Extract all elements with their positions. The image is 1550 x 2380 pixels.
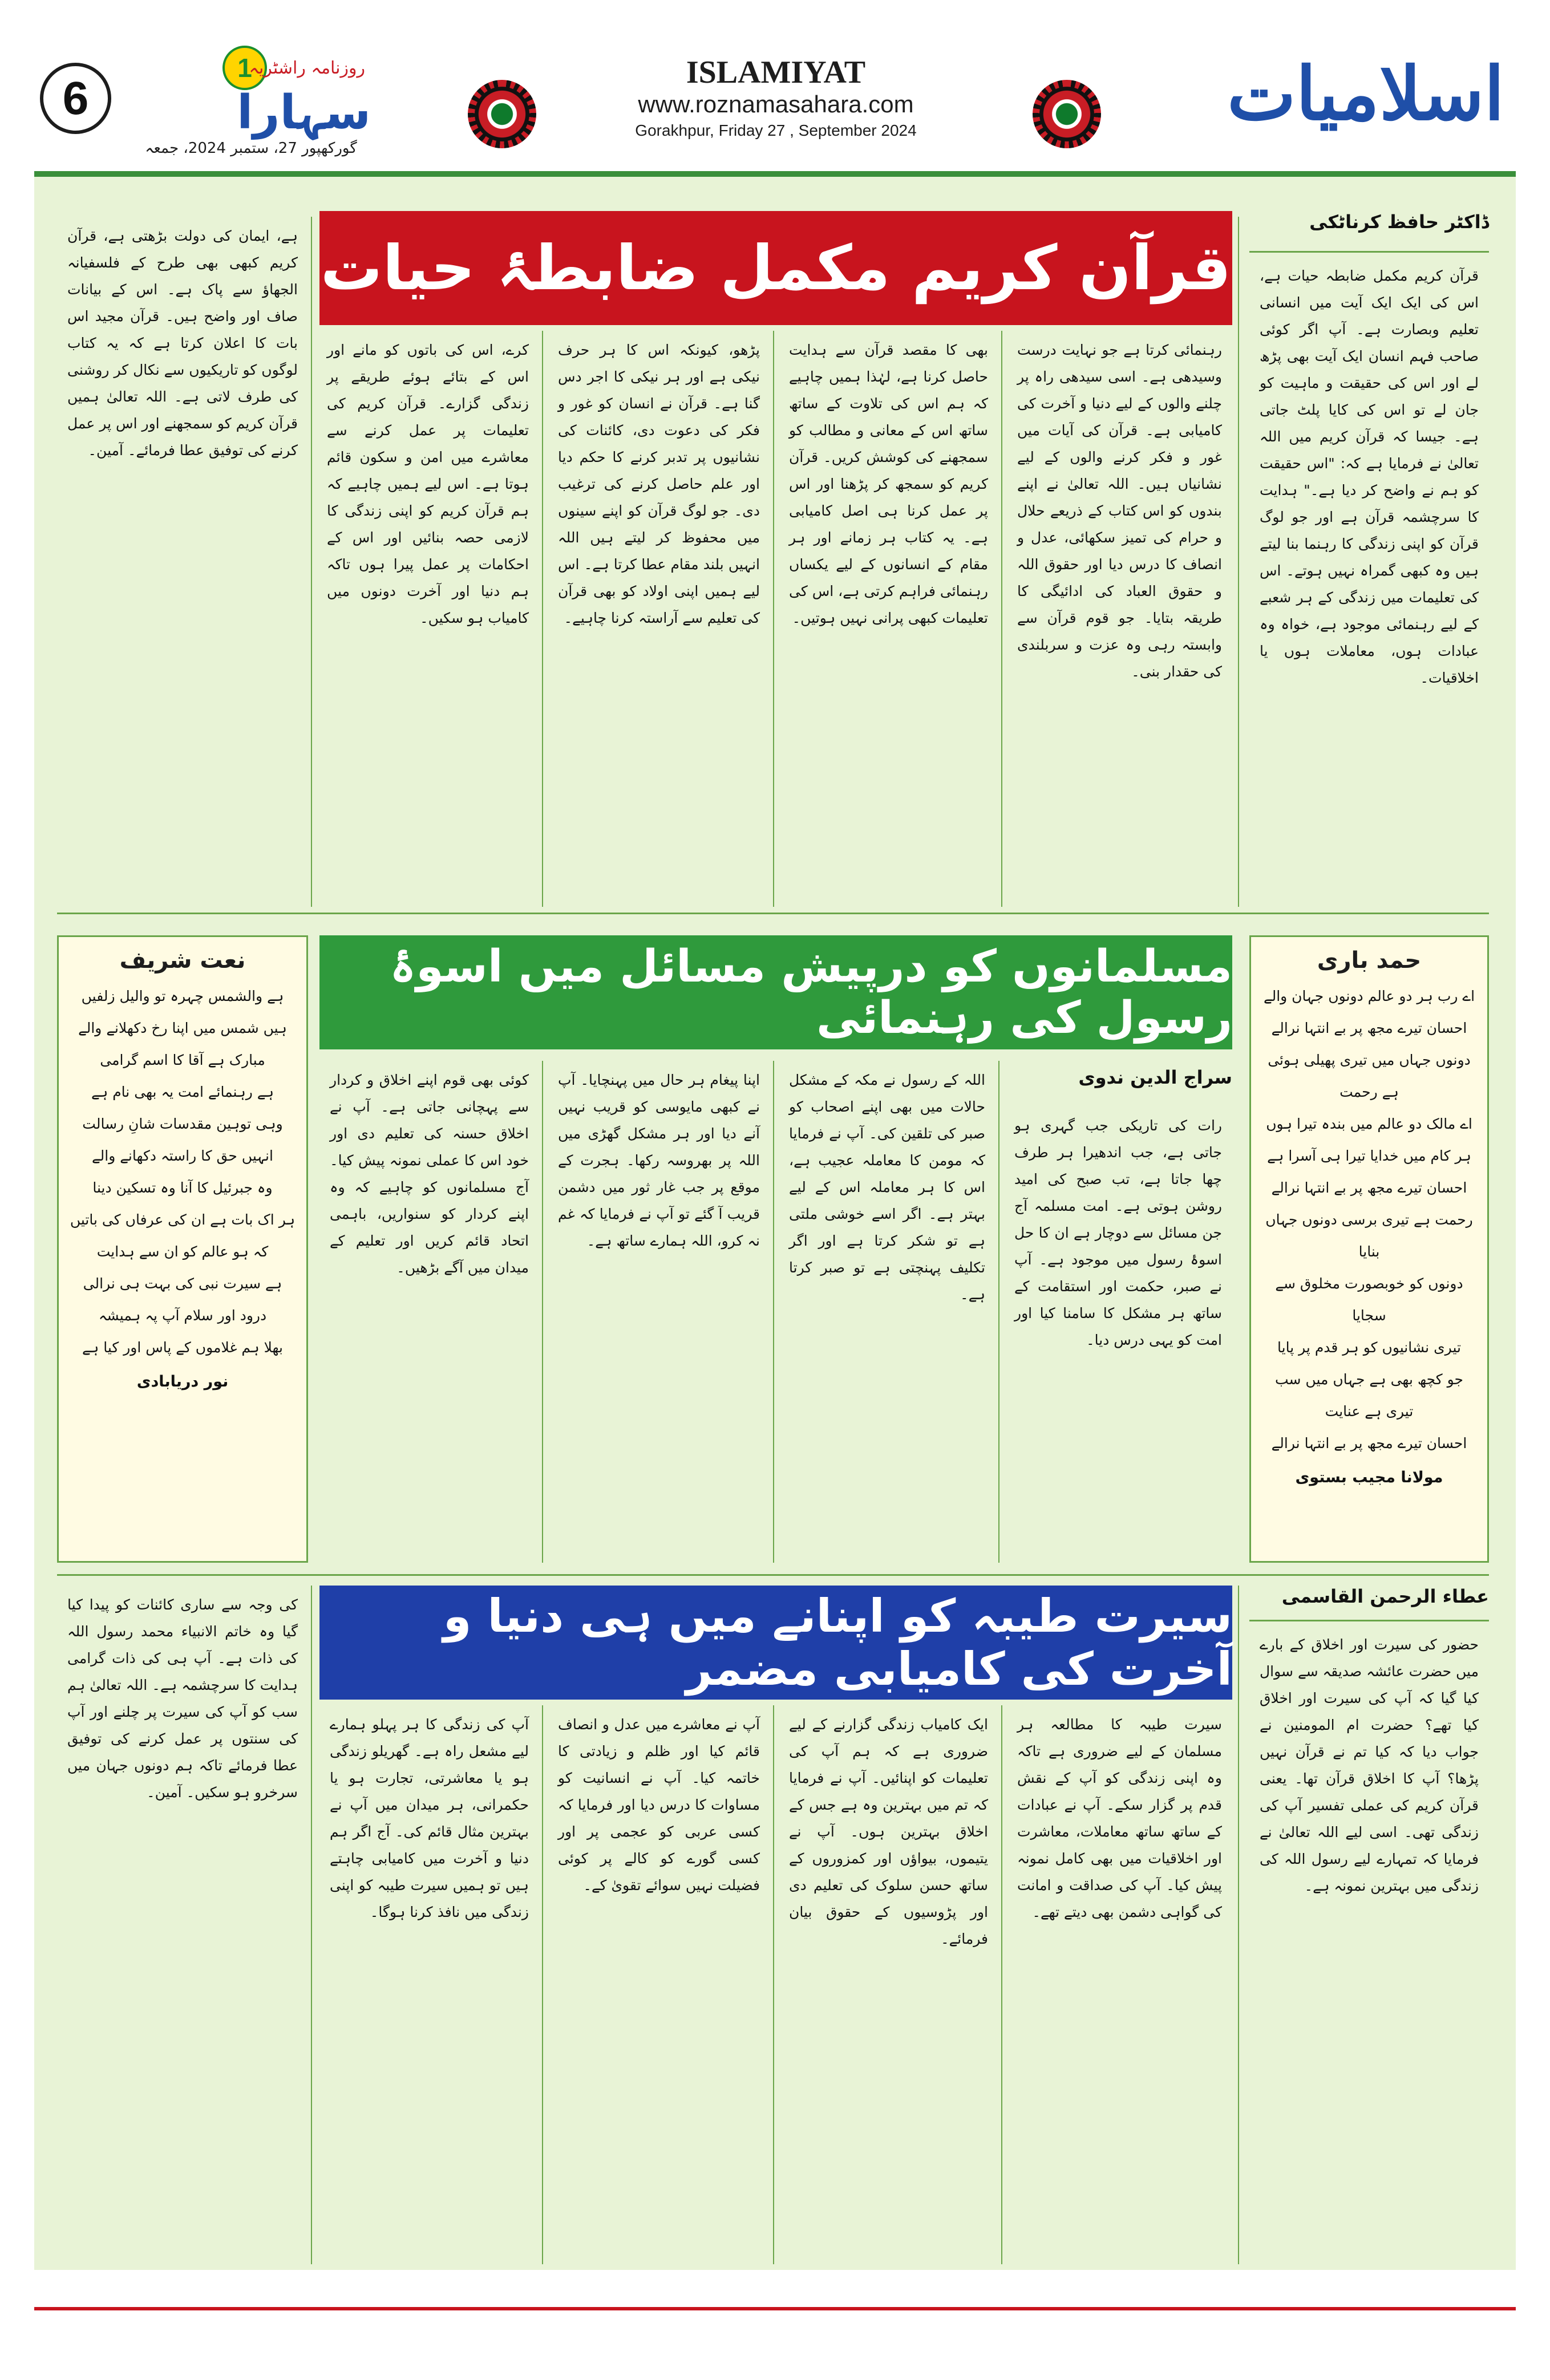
article3-column: آپ کی زندگی کا ہر پہلو ہمارے لیے مشعل راہ ہے۔ گھریلو زندگی ہو یا معاشرتی، تجارت ہو یا حکمرانی، ہر میدان میں آپ نے بہترین مثال قائم کی۔ آج اگر ہم دنیا و آخرت میں کامیابی چاہتے ہیں تو ہمیں سیرت طیبہ کو اپنی زندگی میں نافذ کرنا ہوگا۔ (330, 1716, 529, 1920)
column-divider (1001, 331, 1002, 907)
poem-line: بھلا ہم غلاموں کے پاس اور کیا ہے (82, 1339, 284, 1356)
dateline: Gorakhpur, Friday 27 , September 2024 (635, 121, 917, 139)
poem-line: احسان تیرے مجھ پر بے انتہا نرالے (1271, 1435, 1467, 1451)
poem-line: مبارک ہے آقا کا اسم گرامی (100, 1052, 265, 1068)
poem-line: کہ ہو عالم کو ان سے ہدایت (96, 1243, 269, 1260)
poem-line: اے رب ہر دو عالم دونوں جہان والے (1263, 988, 1475, 1004)
naat-title: نعت شریف (119, 947, 246, 974)
article3-byline: عطاء الرحمن القاسمی (1281, 1586, 1489, 1607)
logo-badge: 1 (222, 46, 267, 90)
newspaper-logo (131, 46, 371, 157)
poem-line: اے مالک دو عالم میں بندہ تیرا ہوں (1266, 1116, 1472, 1132)
footer-rule (34, 2307, 1516, 2310)
divider (1249, 251, 1489, 253)
poem-line: احسان تیرے مجھ پر بے انتہا نرالے (1271, 1020, 1467, 1036)
poem-line: ہر کام میں خدایا تیرا ہی آسرا ہے (1267, 1148, 1471, 1164)
header-divider (34, 171, 1516, 177)
article2-column: اپنا پیغام ہر حال میں پہنچایا۔ آپ نے کبھی مایوسی کو قریب نہیں آنے دیا اور ہر مشکل گھڑی میں اللہ پر بھروسہ رکھا۔ ہجرت کے موقع پر جب غار ثور میں دشمن قریب آ گئے تو آپ نے فرمایا کہ غم نہ کرو، اللہ ہمارے ساتھ ہے۔ (558, 1072, 760, 1249)
divider (57, 913, 1489, 914)
masthead-date-urdu: گورکھپور 27، ستمبر 2024، جمعہ (145, 140, 357, 157)
hamd-title: حمد باری (1317, 947, 1422, 974)
column-divider (1238, 1586, 1239, 2264)
article1-column: کرے، اس کی باتوں کو مانے اور اس کے بتائے ہوئے طریقے پر زندگی گزارے۔ قرآن کریم کی تعلیمات پر عمل کرنے سے معاشرے میں امن و سکون قائم ہوتا ہے۔ اس لیے ہمیں چاہیے کہ ہم قرآن کریم کو اپنی زندگی کا لازمی حصہ بنائیں اور اس کے احکامات پر عمل پیرا ہوں تاکہ ہم دنیا اور آخرت دونوں میں کامیاب ہو سکیں۔ (327, 342, 529, 626)
article3-column: آپ نے معاشرے میں عدل و انصاف قائم کیا اور ظلم و زیادتی کا خاتمہ کیا۔ آپ نے انسانیت کو مساوات کا درس دیا اور فرمایا کہ کسی عربی کو عجمی پر اور کسی گورے کو کالے پر کوئی فضیلت نہیں سوائے تقویٰ کے۔ (558, 1716, 760, 1894)
column-divider (311, 1586, 312, 2264)
column-divider (542, 1061, 543, 1563)
page-number: 6 (40, 63, 111, 134)
poem-line: ہے سیرت نبی کی بہت ہی نرالی (83, 1275, 282, 1292)
poem-line: دونوں جہاں میں تیری پھیلی ہوئی ہے رحمت (1268, 1052, 1471, 1100)
section-title-urdu: اسلامیات (1227, 51, 1504, 137)
poem-line: ہے رہنمائے امت یہ بھی نام ہے (91, 1084, 274, 1100)
logo-subtitle: روزنامہ راشٹریہ (249, 58, 365, 78)
hamd-box (1249, 935, 1489, 1563)
poem-line: ہر اک بات ہے ان کی عرفاں کی باتیں (70, 1211, 296, 1228)
article1-headline: قرآن کریم مکمل ضابطۂ حیات (319, 211, 1232, 325)
article1-column: ہے، ایمان کی دولت بڑھتی ہے، قرآن کریم کبھی بھی طرح کے فلسفیانہ الجھاؤ سے پاک ہے۔ اس کے بیانات صاف اور واضح ہیں۔ قرآن مجید اس بات کا اعلان کرتا ہے کہ یہ کتاب لوگوں کو تاریکیوں سے نکال کر روشنی کی طرف لاتی ہے۔ اللہ تعالیٰ ہمیں قرآن کریم کو سمجھنے اور اس پر عمل کرنے کی توفیق عطا فرمائے۔ آمین۔ (67, 228, 298, 459)
article1-column: بھی کا مقصد قرآن سے ہدایت حاصل کرنا ہے، لہٰذا ہمیں چاہیے کہ ہم اس کی تلاوت کے ساتھ ساتھ اس کے معانی و مطالب کو سمجھنے کی کوشش کریں۔ قرآن کریم کو سمجھ کر پڑھنا اور اس پر عمل کرنا ہی اصل کامیابی ہے۔ یہ کتاب ہر زمانے اور ہر مقام کے انسانوں کے لیے یکساں رہنمائی فراہم کرتی ہے، اس کی تعلیمات کبھی پرانی نہیں ہوتیں۔ (789, 342, 988, 626)
website-link[interactable]: www.roznamasahara.com (638, 91, 914, 117)
article1-byline-box (1249, 211, 1489, 251)
article3-column: ایک کامیاب زندگی گزارنے کے لیے ضروری ہے کہ ہم آپ کی تعلیمات کو اپنائیں۔ آپ نے فرمایا کہ تم میں بہترین وہ ہے جس کے اخلاق بہترین ہوں۔ آپ نے یتیموں، بیواؤں اور کمزوروں کے ساتھ حسن سلوک کی تعلیم دی اور پڑوسیوں کے حقوق بیان فرمائے۔ (789, 1716, 988, 1947)
article2-column: کوئی بھی قوم اپنے اخلاق و کردار سے پہچانی جاتی ہے۔ آپ نے اخلاق حسنہ کی تعلیم دی اور خود اس کا عملی نمونہ پیش کیا۔ آج مسلمانوں کو چاہیے کہ وہ اپنے کردار کو سنواریں، باہمی اتحاد قائم کریں اور تعلیم کے میدان میں آگے بڑھیں۔ (330, 1072, 529, 1276)
divider (1249, 1620, 1489, 1621)
divider (57, 1574, 1489, 1576)
naat-box (57, 935, 308, 1563)
poem-line: ہے والشمس چہرہ تو والیل زلفیں (81, 988, 284, 1004)
section-name-english: ISLAMIYAT (686, 55, 866, 90)
poem-line: درود اور سلام آپ پہ ہمیشہ (98, 1307, 267, 1324)
hamd-author: مولانا مجیب بستوی (1295, 1469, 1443, 1486)
article1-column: رہنمائی کرتا ہے جو نہایت درست وسیدھی ہے۔ اسی سیدھی راہ پر چلنے والوں کے لیے دنیا و آخرت کی کامیابی ہے۔ قرآن کی آیات میں غور و فکر کرنے والوں کے لیے نشانیاں ہیں۔ اللہ تعالیٰ نے اپنے بندوں کو اس کتاب کے ذریعے حلال و حرام کی تمیز سکھائی، عدل و انصاف کا درس دیا اور حقوق اللہ و حقوق العباد کی ادائیگی کا طریقہ بتایا۔ جو قوم قرآن سے وابستہ رہی وہ عزت و سربلندی کی حقدار بنی۔ (1017, 342, 1222, 680)
poem-line: وہی توہین مقدسات شانِ رسالت (82, 1116, 283, 1132)
article2-column: رات کی تاریکی جب گہری ہو جاتی ہے، جب اندھیرا ہر طرف چھا جاتا ہے، تب صبح کی امید روشن ہوتی ہے۔ امت مسلمہ آج جن مسائل سے دوچار ہے ان کا حل اسوۂ رسول میں موجود ہے۔ آپ نے صبر، حکمت اور استقامت کے ساتھ ہر مشکل کا سامنا کیا اور امت کو یہی درس دیا۔ (1014, 1117, 1222, 1348)
article1-byline: ڈاکٹر حافظ کرناٹکی (1309, 211, 1489, 233)
poem-line: تیری نشانیوں کو ہر قدم پر پایا (1277, 1339, 1461, 1356)
article2-headline: مسلمانوں کو درپیش مسائل میں اسوۂ رسول کی رہنمائی (319, 935, 1232, 1049)
poem-line: جو کچھ بھی ہے جہاں میں سب تیری ہے عنایت (1274, 1371, 1464, 1420)
article3-column: سیرت طیبہ کا مطالعہ ہر مسلمان کے لیے ضروری ہے تاکہ وہ اپنی زندگی کو آپ کے نقش قدم پر گزار سکے۔ آپ نے عبادات کے ساتھ ساتھ معاملات، معاشرت اور اخلاقیات میں بھی کامل نمونہ پیش کیا۔ آپ کی صداقت و امانت کی گواہی دشمن بھی دیتے تھے۔ (1017, 1716, 1222, 1920)
article3-column: کی وجہ سے ساری کائنات کو پیدا کیا گیا وہ خاتم الانبیاء محمد رسول اللہ کی ذات ہے۔ آپ ہی کی ذات گرامی ہدایت کا سرچشمہ ہے۔ اللہ تعالیٰ ہم سب کو آپ کی سیرت پر چلنے اور آپ کی سنتوں پر عمل کرنے کی توفیق عطا فرمائے تاکہ ہم دونوں جہان میں سرخرو ہو سکیں۔ آمین۔ (67, 1596, 298, 1801)
article2-byline: سراج الدین ندوی (1078, 1067, 1232, 1088)
hamd-poem (1251, 980, 1487, 1459)
article1-column: پڑھو، کیونکہ اس کا ہر حرف نیکی ہے اور ہر نیکی کا اجر دس گنا ہے۔ قرآن نے انسان کو غور و فکر کی دعوت دی، کائنات کی نشانیوں پر تدبر کرنے کا حکم دیا اور علم حاصل کرنے کی ترغیب دی۔ جو لوگ قرآن کو اپنے سینوں میں محفوظ کر لیتے ہیں اللہ انہیں بلند مقام عطا کرتا ہے۔ اس لیے ہمیں اپنی اولاد کو بھی قرآن کی تعلیم سے آراستہ کرنا چاہیے۔ (558, 342, 760, 626)
article2-column: اللہ کے رسول نے مکہ کے مشکل حالات میں بھی اپنے اصحاب کو صبر کی تلقین کی۔ آپ نے فرمایا کہ مومن کا معاملہ عجیب ہے، اس کا ہر معاملہ اس کے لیے بہتر ہے۔ اگر اسے خوشی ملتی ہے تو شکر کرتا ہے اور اگر تکلیف پہنچتی ہے تو صبر کرتا ہے۔ (789, 1072, 985, 1303)
poem-line: ہیں شمس میں اپنا رخ دکھلانے والے (78, 1020, 287, 1036)
sun-emblem-icon (468, 80, 536, 148)
article3-byline-box (1249, 1586, 1489, 1620)
poem-line: انہیں حق کا راستہ دکھانے والے (92, 1148, 273, 1164)
column-divider (998, 1061, 999, 1563)
column-divider (773, 1061, 774, 1563)
column-divider (1238, 217, 1239, 907)
column-divider (311, 217, 312, 907)
logo-name: سہارا (237, 86, 371, 140)
poem-line: وہ جبرئیل کا آنا وہ تسکین دینا (92, 1179, 273, 1196)
sun-emblem-icon (1033, 80, 1101, 148)
article3-headline: سیرت طیبہ کو اپنانے میں ہی دنیا و آخرت کی کامیابی مضمر (319, 1586, 1232, 1700)
column-divider (773, 331, 774, 907)
column-divider (542, 1705, 543, 2264)
column-divider (542, 331, 543, 907)
poem-line: رحمت ہے تیری برسی دونوں جہاں بنایا (1265, 1211, 1473, 1260)
naat-author: نور دریابادی (136, 1373, 229, 1390)
article3-column: حضور کی سیرت اور اخلاق کے بارے میں حضرت عائشہ صدیقہ سے سوال کیا گیا کہ آپ کی سیرت اور اخلاق کیا تھے؟ حضرت ام المومنین نے جواب دیا کہ کیا تم نے قرآن نہیں پڑھا؟ آپ کا اخلاق قرآن تھا۔ یعنی قرآن کریم کی عملی تفسیر آپ کی زندگی تھی۔ اسی لیے اللہ تعالیٰ نے فرمایا کہ تمہارے لیے رسول اللہ کی زندگی میں بہترین نمونہ ہے۔ (1260, 1636, 1479, 1894)
column-divider (773, 1705, 774, 2264)
naat-poem (59, 980, 306, 1364)
poem-line: دونوں کو خوبصورت مخلوق سے سجایا (1275, 1275, 1463, 1324)
article1-column: قرآن کریم مکمل ضابطہ حیات ہے، اس کی ایک ایک آیت میں انسانی تعلیم وبصارت ہے۔ آپ اگر کوئی صاحب فہم انسان ایک آیت بھی پڑھ لے اور اس کی حقیقت و ماہیت کو جان لے تو اس کی کایا پلٹ جاتی ہے۔ جیسا کہ قرآن کریم میں اللہ تعالیٰ نے فرمایا ہے کہ: "اس حقیقت کو ہم نے واضح کر دیا ہے۔" ہدایت کا سرچشمہ قرآن ہے اور جو لوگ قرآن کو اپنی زندگی کا رہنما بنا لیتے ہیں وہ کبھی گمراہ نہیں ہوتے۔ اس کی تعلیمات میں زندگی کے ہر شعبے کے لیے رہنمائی موجود ہے، خواہ وہ عبادات ہوں، معاملات ہوں یا اخلاقیات۔ (1260, 267, 1479, 686)
poem-line: احسان تیرے مجھ پر بے انتہا نرالے (1271, 1179, 1467, 1196)
masthead-center (565, 54, 987, 140)
article2-byline-box (1004, 1067, 1232, 1101)
column-divider (1001, 1705, 1002, 2264)
